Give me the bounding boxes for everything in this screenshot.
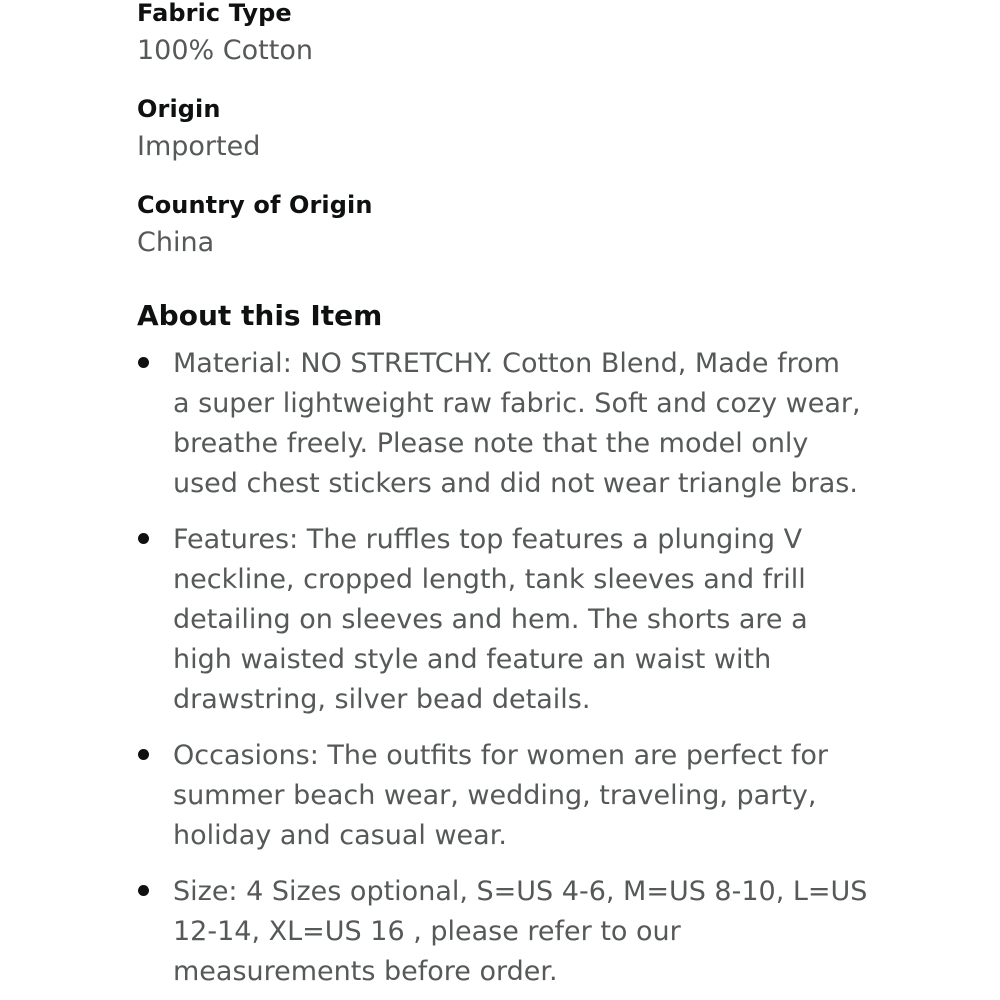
bullet-dot-icon: [138, 357, 149, 368]
attribute-fabric-type: [137, 0, 313, 68]
bullet-line: measurements before order.: [173, 956, 558, 987]
bullet-text: [173, 520, 877, 720]
bullet-dot-icon: [138, 749, 149, 760]
bullet-line: used chest stickers and did not wear triangle bras.: [173, 468, 858, 499]
bullet-line: Size: 4 Sizes optional, S=US 4-6, M=US 8-10, L=US: [173, 876, 868, 907]
bullet-line: drawstring, silver bead details.: [173, 684, 591, 715]
bullet-line: Material: NO STRETCHY. Cotton Blend, Made from: [173, 348, 840, 379]
bullet-line: a super lightweight raw fabric. Soft and cozy wear,: [173, 388, 861, 419]
bullet-text: [173, 872, 877, 992]
bullet-line: 12-14, XL=US 16 , please refer to our: [173, 916, 681, 947]
bullet-line: neckline, cropped length, tank sleeves and frill: [173, 564, 806, 595]
attribute-origin: [137, 94, 260, 164]
about-bullet-list: [137, 344, 877, 1000]
bullet-line: breathe freely. Please note that the model only: [173, 428, 809, 459]
attribute-label: Country of Origin: [137, 191, 373, 219]
bullet-text: [173, 344, 877, 504]
bullet-dot-icon: [138, 533, 149, 544]
list-item: [137, 344, 877, 504]
bullet-dot-icon: [138, 885, 149, 896]
bullet-text: [173, 736, 877, 856]
attribute-value: 100% Cotton: [137, 35, 313, 66]
attribute-label: Origin: [137, 95, 221, 123]
attribute-country-of-origin: [137, 190, 373, 260]
bullet-line: holiday and casual wear.: [173, 820, 507, 851]
bullet-line: high waisted style and feature an waist with: [173, 644, 772, 675]
bullet-line: detailing on sleeves and hem. The shorts are a: [173, 604, 808, 635]
attribute-value: Imported: [137, 131, 261, 162]
about-section-title: About this Item: [137, 299, 383, 332]
attribute-label: Fabric Type: [137, 0, 292, 27]
bullet-line: Occasions: The outfits for women are perfect for: [173, 740, 828, 771]
attribute-value: China: [137, 227, 215, 258]
bullet-line: summer beach wear, wedding, traveling, party,: [173, 780, 817, 811]
list-item: [137, 736, 877, 856]
list-item: [137, 520, 877, 720]
bullet-line: Features: The ruffles top features a plunging V: [173, 524, 803, 555]
list-item: [137, 872, 877, 992]
